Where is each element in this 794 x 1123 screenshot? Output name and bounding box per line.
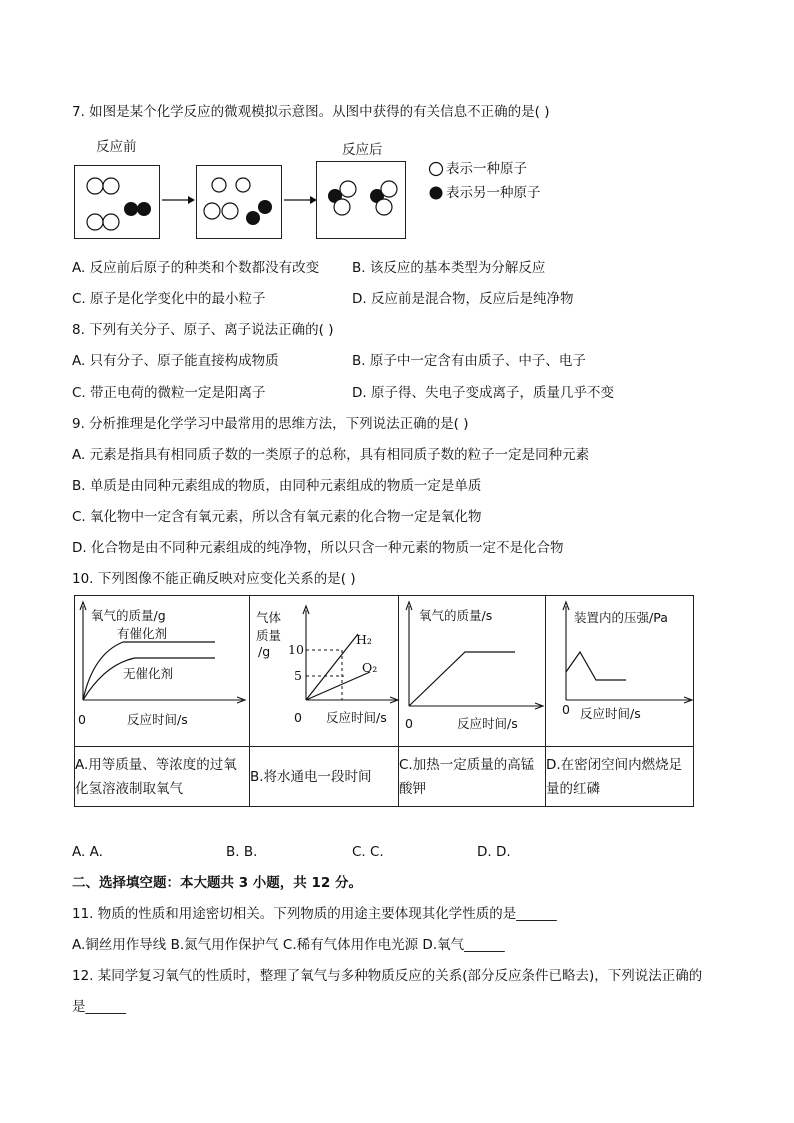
graph-b-origin: 0	[294, 710, 302, 725]
caption-c-line1: C.加热一定质量的高锰	[399, 756, 535, 773]
q10-caption-b	[250, 747, 399, 807]
graph-b-h2-label: H₂	[356, 632, 372, 647]
caption-b-line1: B.将水通电一段时间	[250, 768, 372, 785]
q7-after-molecules	[317, 162, 405, 238]
graph-c-origin: 0	[405, 716, 413, 731]
graph-d-xlabel: 反应时间/s	[580, 706, 641, 721]
q10-graph-a	[75, 596, 249, 742]
q7-middle-box	[196, 165, 282, 239]
caption-a-line1: A.用等质量、等浓度的过氧	[75, 756, 237, 773]
q7-arrow1	[162, 194, 196, 206]
white-atom-legend-icon	[428, 161, 444, 177]
q7-label-before: 反应前	[96, 139, 137, 155]
q10-caption-c	[399, 747, 546, 807]
graph-a-series2-label: 无催化剂	[123, 666, 174, 681]
graph-b-tick-5: 5	[294, 668, 302, 683]
graph-b-tick-10: 10	[288, 642, 304, 657]
caption-c-line2: 酸钾	[399, 780, 426, 797]
q7-stem: 7. 如图是某个化学反应的微观模拟示意图。从图中获得的有关信息不正确的是( )	[72, 104, 550, 120]
graph-d-origin: 0	[562, 702, 570, 717]
q10-graph-c	[399, 596, 545, 742]
q7-before-molecules	[75, 166, 159, 238]
graph-a-origin: 0	[78, 712, 86, 727]
q10-option-a: A. A.	[72, 844, 103, 860]
q10-option-c: C. C.	[352, 844, 384, 860]
q10-graph-d-cell	[546, 596, 694, 747]
graph-d-ylabel: 装置内的压强/Pa	[574, 610, 668, 625]
q10-option-b: B. B.	[226, 844, 258, 860]
q11-options: A.铜丝用作导线 B.氮气用作保护气 C.稀有气体用作电光源 D.氧气______	[72, 937, 505, 953]
q12-stem-line1: 12. 某同学复习氧气的性质时，整理了氧气与多种物质反应的关系(部分反应条件已略去)，下列说法正确的	[72, 968, 703, 984]
black-atom-legend-icon	[428, 185, 444, 201]
q10-graph-a-cell	[75, 596, 250, 747]
graph-a-series1-label: 有催化剂	[117, 626, 168, 641]
q7-before-box	[74, 165, 160, 239]
q10-graph-table	[74, 595, 694, 807]
q7-arrow2	[284, 194, 318, 206]
q10-stem: 10. 下列图像不能正确反映对应变化关系的是( )	[72, 571, 356, 587]
q10-graph-d	[546, 596, 693, 742]
q7-legend-black: 表示另一种原子	[446, 185, 541, 201]
q9-stem: 9. 分析推理是化学学习中最常用的思维方法，下列说法正确的是( )	[72, 416, 469, 432]
q7-label-after: 反应后	[342, 142, 383, 158]
caption-d-line1: D.在密闭空间内燃烧足	[546, 756, 683, 773]
q7-option-b: B. 该反应的基本类型为分解反应	[352, 260, 546, 276]
q7-legend-white: 表示一种原子	[446, 161, 527, 177]
q7-option-d: D. 反应前是混合物，反应后是纯净物	[352, 291, 574, 307]
q10-graph-b-cell	[250, 596, 399, 747]
q12-stem-line2: 是______	[72, 999, 126, 1015]
graph-c-xlabel: 反应时间/s	[457, 716, 518, 731]
caption-d-line2: 量的红磷	[546, 780, 600, 797]
q8-option-a: A. 只有分子、原子能直接构成物质	[72, 353, 279, 369]
graph-b-ylabel-line3: /g	[258, 644, 271, 659]
q9-option-d: D. 化合物是由不同种元素组成的纯净物，所以只含一种元素的物质一定不是化合物	[72, 540, 564, 556]
graph-a-xlabel: 反应时间/s	[127, 712, 188, 727]
q11-stem: 11. 物质的性质和用途密切相关。下列物质的用途主要体现其化学性质的是______	[72, 906, 557, 922]
q7-option-a: A. 反应前后原子的种类和个数都没有改变	[72, 260, 320, 276]
section-2-heading: 二、选择填空题：本大题共 3 小题，共 12 分。	[72, 875, 362, 891]
graph-b-xlabel: 反应时间/s	[326, 710, 387, 725]
q7-option-c: C. 原子是化学变化中的最小粒子	[72, 291, 266, 307]
q10-option-d: D. D.	[477, 844, 511, 860]
q8-option-b: B. 原子中一定含有由质子、中子、电子	[352, 353, 586, 369]
q8-stem: 8. 下列有关分子、原子、离子说法正确的( )	[72, 322, 334, 338]
q8-option-c: C. 带正电荷的微粒一定是阳离子	[72, 385, 266, 401]
q10-caption-a	[75, 747, 250, 807]
q10-caption-d	[546, 747, 694, 807]
graph-b-ylabel-line1: 气体	[256, 610, 282, 625]
caption-a-line2: 化氢溶液制取氧气	[75, 780, 183, 797]
graph-b-ylabel-line2: 质量	[256, 628, 282, 643]
q10-graph-b	[250, 596, 398, 742]
q9-option-a: A. 元素是指具有相同质子数的一类原子的总称，具有相同质子数的粒子一定是同种元素	[72, 447, 590, 463]
q10-graph-c-cell	[399, 596, 546, 747]
graph-b-o2-label: O₂	[362, 660, 378, 675]
graph-c-ylabel: 氧气的质量/s	[419, 608, 493, 623]
graph-a-ylabel: 氧气的质量/g	[91, 608, 166, 623]
q7-middle-molecules	[197, 166, 281, 238]
q9-option-c: C. 氧化物中一定含有氧元素，所以含有氧元素的化合物一定是氧化物	[72, 509, 482, 525]
q9-option-b: B. 单质是由同种元素组成的物质，由同种元素组成的物质一定是单质	[72, 478, 482, 494]
q8-option-d: D. 原子得、失电子变成离子，质量几乎不变	[352, 385, 614, 401]
q7-after-box	[316, 161, 406, 239]
